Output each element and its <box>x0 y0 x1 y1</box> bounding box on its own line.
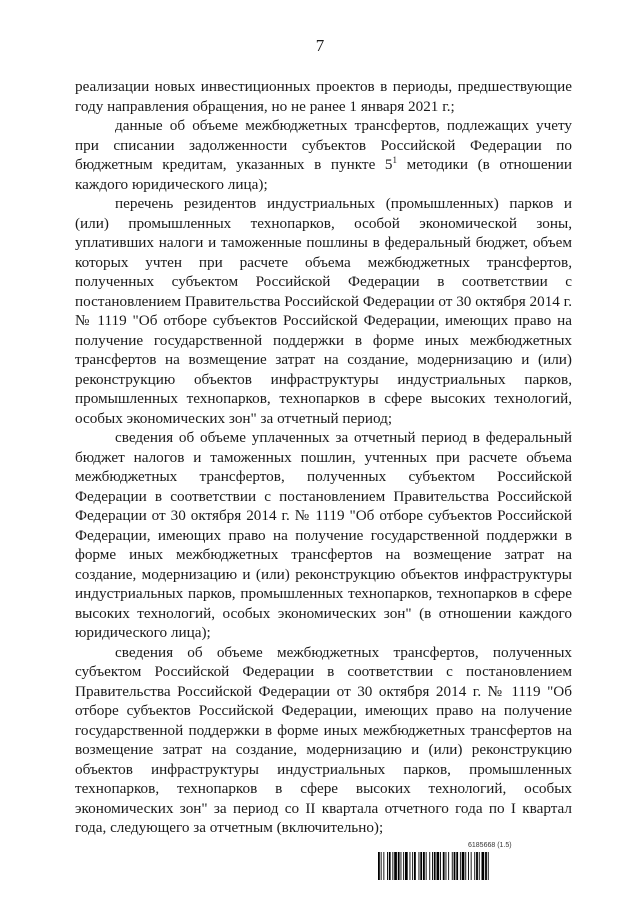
barcode-bar <box>462 852 465 880</box>
barcode-bar <box>434 852 436 880</box>
barcode-bar <box>465 852 466 880</box>
barcode-bar <box>482 852 485 880</box>
barcode-bar <box>452 852 453 880</box>
barcode-bar <box>474 852 475 880</box>
barcode-bar <box>448 852 449 880</box>
barcode-bar <box>485 852 487 880</box>
barcode-bar <box>446 852 447 880</box>
barcode-bar <box>429 852 430 880</box>
barcode-bar <box>443 852 445 880</box>
barcode-bar <box>440 852 441 880</box>
superscript-footnote: 1 <box>392 154 398 165</box>
barcode-bar <box>419 852 420 880</box>
paragraph-text: методики (в отношении каждого юридического лица); <box>75 156 572 193</box>
barcode-bar <box>454 852 456 880</box>
barcode-bar <box>420 852 422 880</box>
barcode-bar <box>387 852 388 880</box>
barcode-bar <box>405 852 408 880</box>
barcode-bar <box>456 852 458 880</box>
paragraph-transfers-write-off <box>75 116 572 194</box>
barcode-bar <box>383 852 384 880</box>
barcode-bar <box>437 852 440 880</box>
barcode-bar <box>410 852 411 880</box>
barcode-bar <box>476 852 478 880</box>
barcode-bar <box>403 852 404 880</box>
barcode-bar <box>414 852 416 880</box>
paragraph-residents-list: перечень резидентов индустриальных (промышленных) парков и (или) промышленных технопарков, особой экономической зоны, уплативших налоги и таможенные пошлины в федеральный бюджет, объем которых учтен при расчете объема межбюджетных трансфертов, полученных субъектом Российской Федерации в соответствии с постановлением Правительства Российской Федерации от 30 октября 2014 г. № 1119 "Об отборе субъектов Российской Федерации, имеющих право на получение государственной поддержки в форме иных межбюджетных трансфертов на возмещение затрат на создание, модернизацию и (или) реконструкцию объектов инфраструктуры индустриальных парков, промышленных технопарков, технопарков в сфере высоких технологий, особых экономических зон" за отчетный период; <box>75 195 572 427</box>
barcode-bar <box>426 852 427 880</box>
barcode-bar <box>398 852 400 880</box>
barcode-bar <box>389 852 391 880</box>
barcode-bar <box>423 852 425 880</box>
paragraph-text: данные об объеме межбюджетных трансфертов, подлежащих учету при списании задолженности субъектов Российской Федерации по бюджетным кредитам, указанных в пункте 5 <box>75 117 572 173</box>
paragraph-paid-taxes: сведения об объеме уплаченных за отчетный период в федеральный бюджет налогов и таможенных пошлин, учтенных при расчете объема межбюджетных трансфертов, полученных субъектом Российской Федерации в соответствии с постановлением Правительства Российской Федерации от 30 октября 2014 г. № 1119 "Об отборе субъектов Российской Федерации, имеющих право на получение государственной поддержки в форме иных межбюджетных трансфертов на возмещение затрат на создание, модернизацию и (или) реконструкцию объектов инфраструктуры индустриальных парков, промышленных технопарков, технопарков в сфере высоких технологий, особых экономических зон" (в отношении каждого юридического лица); <box>75 429 572 641</box>
barcode-bar <box>381 852 382 880</box>
barcode-caption: 6185668 (1.5) <box>468 842 512 849</box>
barcode-bar <box>394 852 397 880</box>
barcode-bar <box>432 852 433 880</box>
page-number: 7 <box>315 36 325 55</box>
barcode-bar <box>378 852 380 880</box>
paragraph-transfers-received: сведения об объеме межбюджетных трансфертов, полученных субъектом Российской Федерации в соответствии с постановлением Правительства Российской Федерации от 30 октября 2014 г. № 1119 "Об отборе субъектов Российской Федерации, имеющих право на получение государственной поддержки в форме иных межбюджетных трансфертов на возмещение затрат на создание, модернизацию и (или) реконструкцию объектов инфраструктуры индустриальных парков, промышленных технопарков, технопарков в сфере высоких технологий, особых экономических зон" за период со II квартала отчетного года по I квартал года, следующего за отчетным (включительно); <box>75 643 572 836</box>
barcode-bar <box>468 852 469 880</box>
barcode-bar <box>392 852 393 880</box>
barcode-image <box>378 852 570 880</box>
barcode-bar <box>460 852 461 880</box>
paragraph-investment-projects: реализации новых инвестиционных проектов в периоды, предшествующие году направления обращения, но не ранее 1 января 2021 г.; <box>75 78 572 115</box>
barcode-bar <box>479 852 480 880</box>
barcode-bar <box>401 852 402 880</box>
document-body <box>75 77 572 838</box>
barcode-bar <box>488 852 489 880</box>
barcode-bar <box>471 852 472 880</box>
barcode-bar <box>412 852 413 880</box>
